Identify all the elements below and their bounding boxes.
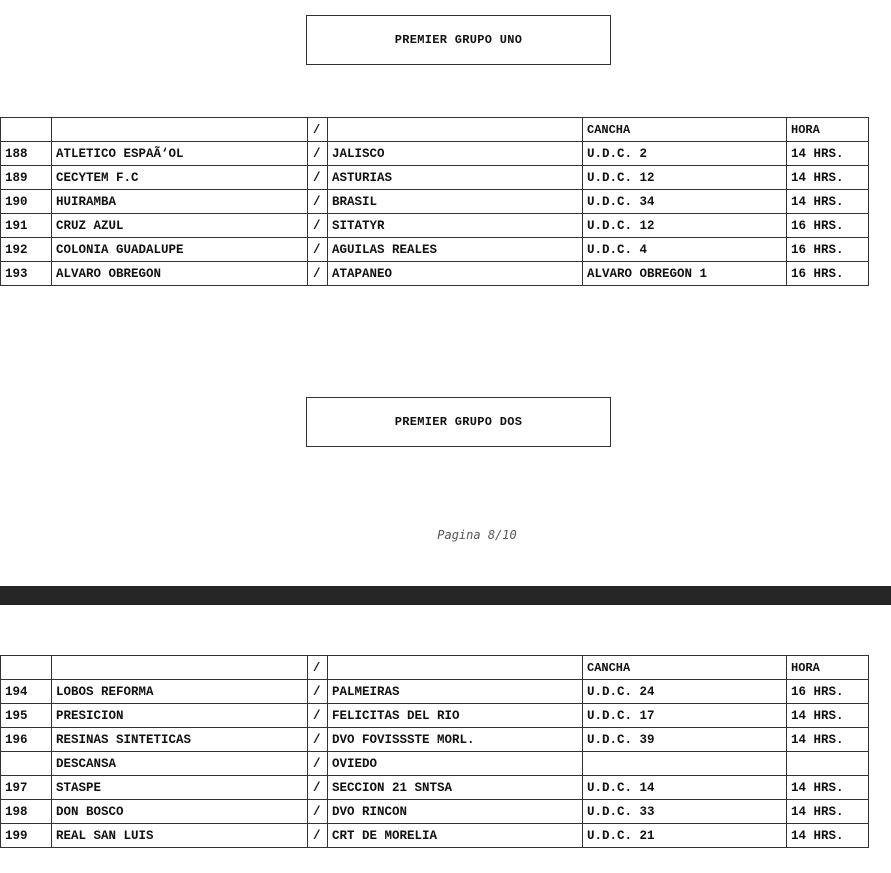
home-team: CRUZ AZUL <box>52 214 308 238</box>
match-time: 16 HRS. <box>787 238 869 262</box>
field-name: U.D.C. 34 <box>583 190 787 214</box>
away-team: JALISCO <box>328 142 583 166</box>
versus-separator: / <box>308 238 328 262</box>
field-name: U.D.C. 21 <box>583 824 787 848</box>
match-time: 16 HRS. <box>787 680 869 704</box>
home-team: STASPE <box>52 776 308 800</box>
field-name: U.D.C. 33 <box>583 800 787 824</box>
home-team: RESINAS SINTETICAS <box>52 728 308 752</box>
away-team: CRT DE MORELIA <box>328 824 583 848</box>
header-away <box>328 656 583 680</box>
table-row <box>1 166 869 190</box>
table-row <box>1 824 869 848</box>
page-number: Pagina 8/10 <box>437 528 517 542</box>
match-number: 194 <box>1 680 52 704</box>
away-team: SITATYR <box>328 214 583 238</box>
table-row <box>1 680 869 704</box>
match-number: 191 <box>1 214 52 238</box>
home-team: HUIRAMBA <box>52 190 308 214</box>
home-team: PRESICION <box>52 704 308 728</box>
table-header-row <box>1 118 869 142</box>
versus-separator: / <box>308 680 328 704</box>
away-team: BRASIL <box>328 190 583 214</box>
header-time: HORA <box>787 118 869 142</box>
match-time: 16 HRS. <box>787 262 869 286</box>
field-name: U.D.C. 14 <box>583 776 787 800</box>
header-separator: / <box>308 118 328 142</box>
field-name: U.D.C. 12 <box>583 166 787 190</box>
field-name <box>583 752 787 776</box>
away-team: ATAPANEO <box>328 262 583 286</box>
match-number: 198 <box>1 800 52 824</box>
home-team: LOBOS REFORMA <box>52 680 308 704</box>
match-number: 197 <box>1 776 52 800</box>
fixture-table-body <box>1 656 869 848</box>
match-time: 14 HRS. <box>787 800 869 824</box>
match-number: 199 <box>1 824 52 848</box>
table-row <box>1 704 869 728</box>
match-time: 14 HRS. <box>787 824 869 848</box>
home-team: ALVARO OBREGON <box>52 262 308 286</box>
field-name: ALVARO OBREGON 1 <box>583 262 787 286</box>
match-time: 14 HRS. <box>787 142 869 166</box>
header-field: CANCHA <box>583 118 787 142</box>
match-number: 189 <box>1 166 52 190</box>
match-time: 14 HRS. <box>787 166 869 190</box>
header-home <box>52 118 308 142</box>
match-time: 14 HRS. <box>787 190 869 214</box>
fixture-table-grupo-uno <box>0 117 869 286</box>
away-team: AGUILAS REALES <box>328 238 583 262</box>
match-number: 196 <box>1 728 52 752</box>
versus-separator: / <box>308 752 328 776</box>
home-team: ATLETICO ESPAÃ‘OL <box>52 142 308 166</box>
versus-separator: / <box>308 214 328 238</box>
match-time: 14 HRS. <box>787 728 869 752</box>
header-num <box>1 656 52 680</box>
table-row <box>1 800 869 824</box>
field-name: U.D.C. 39 <box>583 728 787 752</box>
versus-separator: / <box>308 190 328 214</box>
fixture-table-grupo-dos <box>0 655 869 848</box>
field-name: U.D.C. 24 <box>583 680 787 704</box>
table-row <box>1 262 869 286</box>
match-time <box>787 752 869 776</box>
table-row <box>1 776 869 800</box>
match-number: 195 <box>1 704 52 728</box>
header-field: CANCHA <box>583 656 787 680</box>
home-team: CECYTEM F.C <box>52 166 308 190</box>
home-team: DON BOSCO <box>52 800 308 824</box>
table-row <box>1 190 869 214</box>
away-team: SECCION 21 SNTSA <box>328 776 583 800</box>
header-num <box>1 118 52 142</box>
home-team: REAL SAN LUIS <box>52 824 308 848</box>
table-header-row <box>1 656 869 680</box>
match-time: 16 HRS. <box>787 214 869 238</box>
away-team: FELICITAS DEL RIO <box>328 704 583 728</box>
match-number: 193 <box>1 262 52 286</box>
table-row <box>1 238 869 262</box>
match-number <box>1 752 52 776</box>
header-separator: / <box>308 656 328 680</box>
away-team: DVO FOVISSSTE MORL. <box>328 728 583 752</box>
away-team: DVO RINCON <box>328 800 583 824</box>
group-title-uno: PREMIER GRUPO UNO <box>306 15 611 65</box>
table-row <box>1 214 869 238</box>
away-team: ASTURIAS <box>328 166 583 190</box>
field-name: U.D.C. 4 <box>583 238 787 262</box>
away-team: OVIEDO <box>328 752 583 776</box>
match-number: 190 <box>1 190 52 214</box>
home-team: DESCANSA <box>52 752 308 776</box>
versus-separator: / <box>308 776 328 800</box>
fixture-table-body <box>1 118 869 286</box>
group-title-dos: PREMIER GRUPO DOS <box>306 397 611 447</box>
versus-separator: / <box>308 800 328 824</box>
header-home <box>52 656 308 680</box>
field-name: U.D.C. 2 <box>583 142 787 166</box>
versus-separator: / <box>308 142 328 166</box>
versus-separator: / <box>308 728 328 752</box>
match-time: 14 HRS. <box>787 704 869 728</box>
table-row <box>1 142 869 166</box>
table-row <box>1 728 869 752</box>
match-number: 188 <box>1 142 52 166</box>
versus-separator: / <box>308 166 328 190</box>
match-time: 14 HRS. <box>787 776 869 800</box>
field-name: U.D.C. 12 <box>583 214 787 238</box>
versus-separator: / <box>308 824 328 848</box>
away-team: PALMEIRAS <box>328 680 583 704</box>
header-away <box>328 118 583 142</box>
home-team: COLONIA GUADALUPE <box>52 238 308 262</box>
page-divider <box>0 586 891 605</box>
field-name: U.D.C. 17 <box>583 704 787 728</box>
header-time: HORA <box>787 656 869 680</box>
versus-separator: / <box>308 704 328 728</box>
table-row <box>1 752 869 776</box>
match-number: 192 <box>1 238 52 262</box>
versus-separator: / <box>308 262 328 286</box>
